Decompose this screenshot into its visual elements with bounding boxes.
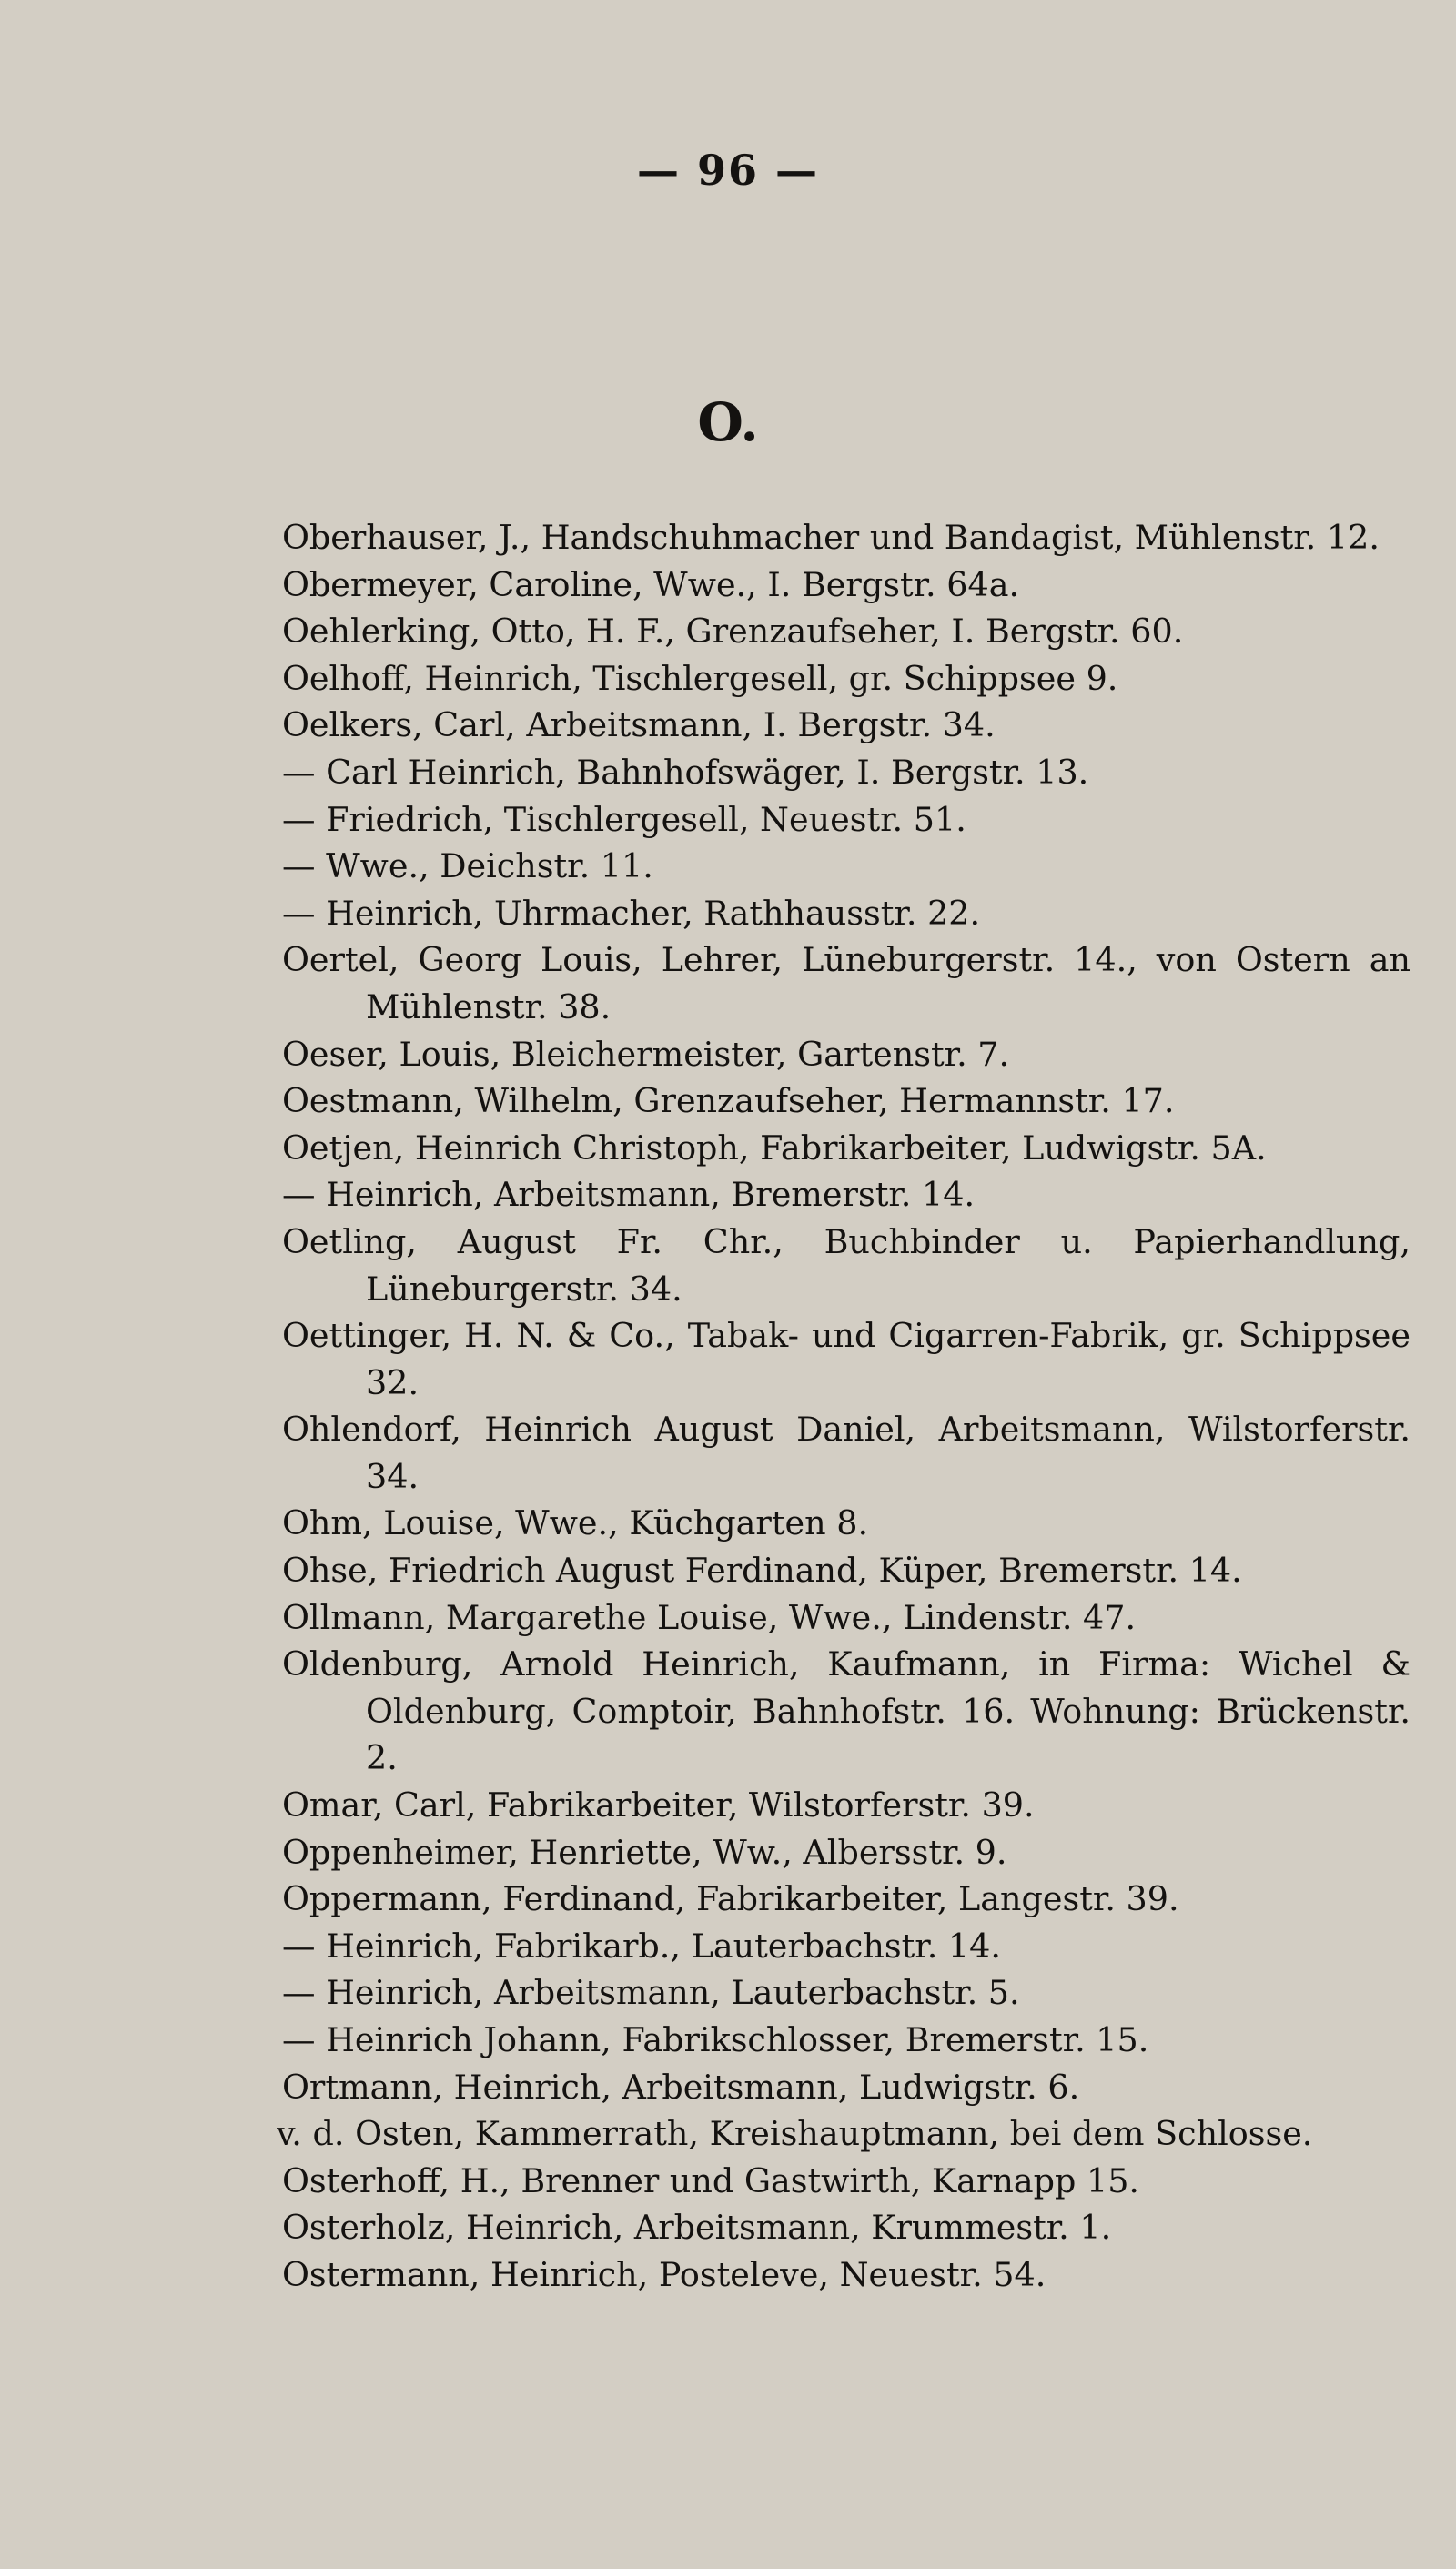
- list-item: Oettinger, H. N. & Co., Tabak- und Cigarren-Fabrik, gr. Schippsee 32.: [282, 1316, 1410, 1402]
- entry-list: [277, 514, 1410, 2299]
- list-item: — Heinrich Johann, Fabrikschlosser, Bremerstr. 15.: [282, 2020, 1149, 2059]
- list-item: Oehlerking, Otto, H. F., Grenzaufseher, I. Bergstr. 60.: [282, 612, 1184, 652]
- list-item: — Heinrich, Arbeitsmann, Bremerstr. 14.: [282, 1175, 976, 1215]
- list-item: Oetjen, Heinrich Christoph, Fabrikarbeiter, Ludwigstr. 5A.: [282, 1128, 1267, 1168]
- list-item: Oertel, Georg Louis, Lehrer, Lüneburgerstr. 14., von Ostern an Mühlenstr. 38.: [282, 940, 1410, 1027]
- list-item: Ohse, Friedrich August Ferdinand, Küper, Bremerstr. 14.: [282, 1551, 1242, 1591]
- list-item: Ollmann, Margarethe Louise, Wwe., Lindenstr. 47.: [282, 1597, 1137, 1637]
- list-item: Oelkers, Carl, Arbeitsmann, I. Bergstr. 34.: [282, 705, 996, 745]
- list-item: — Wwe., Deichstr. 11.: [282, 846, 653, 886]
- list-item: Oestmann, Wilhelm, Grenzaufseher, Hermannstr. 17.: [282, 1081, 1175, 1121]
- list-item: Ohlendorf, Heinrich August Daniel, Arbeitsmann, Wilstorferstr. 34.: [282, 1410, 1410, 1496]
- list-item: — Heinrich, Uhrmacher, Rathhausstr. 22.: [282, 893, 981, 933]
- list-item: Oelhoff, Heinrich, Tischlergesell, gr. Schippsee 9.: [282, 658, 1118, 698]
- list-item: — Heinrich, Arbeitsmann, Lauterbachstr. 5.: [282, 1973, 1020, 2013]
- list-item: Oetling, August Fr. Chr., Buchbinder u. Papierhandlung, Lüneburgerstr. 34.: [282, 1221, 1410, 1309]
- list-item: Obermeyer, Caroline, Wwe., I. Bergstr. 64a.: [282, 564, 1020, 604]
- list-item: Ohm, Louise, Wwe., Küchgarten 8.: [282, 1503, 869, 1543]
- list-item: Oppenheimer, Henriette, Ww., Albersstr. 9.: [282, 1832, 1007, 1872]
- list-item: — Friedrich, Tischlergesell, Neuestr. 51.: [282, 799, 966, 839]
- list-item: Oberhauser, J., Handschuhmacher und Bandagist, Mühlenstr. 12.: [282, 518, 1380, 557]
- list-item: Ostermann, Heinrich, Posteleve, Neuestr. 54.: [282, 2254, 1046, 2294]
- page-number: — 96 —: [636, 146, 820, 195]
- list-item: Oeser, Louis, Bleichermeister, Gartenstr. 7.: [282, 1034, 1010, 1074]
- list-item: Oppermann, Ferdinand, Fabrikarbeiter, Langestr. 39.: [282, 1879, 1179, 1919]
- list-item: Osterhoff, H., Brenner und Gastwirth, Karnapp 15.: [282, 2160, 1140, 2200]
- list-item: Omar, Carl, Fabrikarbeiter, Wilstorferstr. 39.: [282, 1785, 1035, 1826]
- list-item: v. d. Osten, Kammerrath, Kreishauptmann, bei dem Schlosse.: [277, 2114, 1313, 2154]
- list-item: — Heinrich, Fabrikarb., Lauterbachstr. 14.: [282, 1926, 1001, 1966]
- list-item: — Carl Heinrich, Bahnhofswäger, I. Bergstr. 13.: [282, 752, 1089, 792]
- list-item: Ortmann, Heinrich, Arbeitsmann, Ludwigstr. 6.: [282, 2067, 1080, 2107]
- list-item: Osterholz, Heinrich, Arbeitsmann, Krummestr. 1.: [282, 2208, 1112, 2248]
- list-item: Oldenburg, Arnold Heinrich, Kaufmann, in Firma: Wichel & Oldenburg, Comptoir, Bahnhofstr. 16. Wohnung: Brückenstr. 2.: [282, 1644, 1410, 1778]
- section-heading: O.: [697, 391, 759, 453]
